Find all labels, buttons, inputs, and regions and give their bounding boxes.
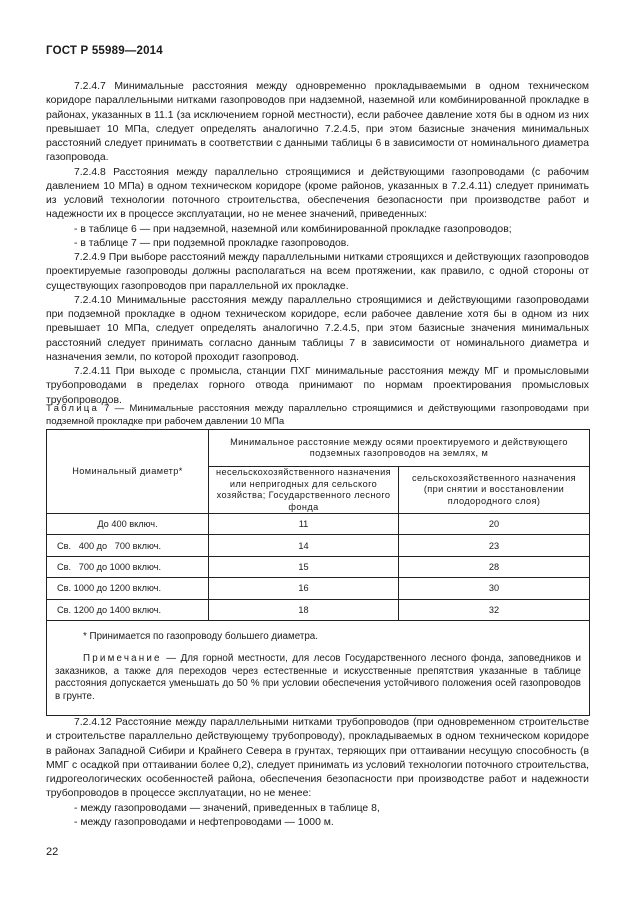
agri-cell: 20 [399, 514, 590, 535]
diameter-cell: Св. 400 до 700 включ. [47, 535, 209, 556]
nonagri-cell: 14 [209, 535, 399, 556]
table-row [47, 514, 590, 535]
page-number: 22 [46, 846, 59, 858]
text-block-upper [46, 80, 589, 408]
table-row [47, 535, 590, 556]
diameter-cell: Св. 1000 до 1200 включ. [47, 578, 209, 599]
table-footnote: * Принимается по газопроводу большего диаметра. [83, 630, 318, 642]
table-row [47, 599, 590, 620]
column-header-nonagricultural: несельскохозяйственного назначения или непригодных для сельского хозяйства; Государственного лесного фонда [209, 467, 399, 514]
paragraph-7-2-4-7: 7.2.4.7 Минимальные расстояния между одновременно прокладываемыми в одном техническом коридоре параллельными нитками газопроводов при надземной, наземной или комбинированной прокладке в районах, указанных в 11.1 (за исключением горной местности), если рабочее давление хотя бы в одном из них превышает 10 МПа, следует определять аналогично 7.2.4.5, при этом базисные значения минимальных расстояний следует принимать в соответствии с данными таблицы 6 в зависимости от номинального диаметра газопровода. [46, 81, 589, 164]
list-item: - между газопроводами и нефтепроводами — 1000 м. [74, 816, 334, 828]
nonagri-cell: 11 [209, 514, 399, 535]
list-item: - между газопроводами — значений, приведенных в таблице 8, [74, 802, 380, 814]
table-caption-text: 7 — Минимальные расстояния между параллельно строящимися и действующими газопроводами при подземной прокладке при рабочем давлении 10 МПа [46, 403, 589, 427]
diameter-cell: Св. 700 до 1000 включ. [47, 556, 209, 577]
table-row [47, 578, 590, 599]
table-note [55, 653, 581, 704]
distance-table [46, 429, 590, 716]
table-caption [46, 403, 589, 428]
agri-cell: 23 [399, 535, 590, 556]
note-text: — Для горной местности, для лесов Государственного лесного фонда, заповедников и заказников, а также для переходов через естественные и искусственные препятствия указанные в таблице расстояния допускается уменьшать до 50 % при условии обеспечения устойчивого положения осей газопроводов в грунте. [55, 652, 581, 703]
column-header-group: Минимальное расстояние между осями проектируемого и действующего подземных газопроводов на землях, м [209, 430, 590, 467]
nonagri-cell: 15 [209, 556, 399, 577]
paragraph-7-2-4-10: 7.2.4.10 Минимальные расстояния между параллельно строящимися и действующими газопроводами при подземной прокладке в одном техническом коридоре, если рабочее давление хотя бы в одном из них превышает 10 МПа, следует определять аналогично 7.2.4.5, при этом базисные значения минимальных расстояний следует принимать согласно данным таблицы 7 в зависимости от номинального диаметра и назначения земли, по которой проходит газопровод. [46, 294, 589, 363]
text-block-lower [46, 716, 589, 830]
table-row [47, 556, 590, 577]
nonagri-cell: 18 [209, 599, 399, 620]
agri-cell: 32 [399, 599, 590, 620]
table-notes [47, 620, 590, 715]
document-header: ГОСТ Р 55989—2014 [46, 45, 163, 57]
paragraph-7-2-4-12: 7.2.4.12 Расстояние между параллельными нитками трубопроводов (при одновременном строительстве и строительстве параллельно действующему трубопроводу), прокладываемых в одном техническом коридоре в районах Западной Сибири и Крайнего Севера в грунтах, теряющих при оттаивании несущую способность (в ММГ с осадкой при оттаивании более 0,2), следует принимать из условий технологии поточного строительства, гидрогеологических особенностей района, обеспечения безопасности при производстве работ и надежности трубопроводов в процессе эксплуатации, но не менее: [46, 717, 589, 800]
paragraph-7-2-4-9: 7.2.4.9 При выборе расстояний между параллельными нитками строящихся и действующих газопроводов проектируемые газопроводы должны располагаться на всем протяжении, как правило, с одной стороны от существующих газопроводов при параллельной их прокладке. [46, 252, 589, 292]
paragraph-7-2-4-11: 7.2.4.11 При выходе с промысла, станции ПХГ минимальные расстояния между МГ и промысловыми трубопроводами в пределах горного отвода принимают по нормам проектирования промысловых трубопроводов. [46, 366, 589, 406]
note-label: Примечание [83, 652, 162, 664]
diameter-cell: Св. 1200 до 1400 включ. [47, 599, 209, 620]
agri-cell: 30 [399, 578, 590, 599]
paragraph-7-2-4-8: 7.2.4.8 Расстояния между параллельно строящимися и действующими газопроводами (с рабочим давлением 10 МПа) в одном техническом коридоре (кроме районов, указанных в 7.2.4.11) следует принимать из условий технологии поточного строительства, обеспечения безопасности при производстве работ и надежности их в процессе эксплуатации, но не менее значений, приведенных: [46, 166, 589, 221]
agri-cell: 28 [399, 556, 590, 577]
diameter-cell: До 400 включ. [47, 514, 209, 535]
list-item: - в таблице 6 — при надземной, наземной или комбинированной прокладке газопроводов; [74, 223, 512, 235]
nonagri-cell: 16 [209, 578, 399, 599]
list-item: - в таблице 7 — при подземной прокладке газопроводов. [74, 237, 350, 249]
column-header-agricultural: сельскохозяйственного назначения (при снятии и восстановлении плодородного слоя) [399, 467, 590, 514]
table-caption-label: Таблица [46, 403, 100, 414]
column-header-diameter: Номинальный диаметр* [47, 430, 209, 514]
